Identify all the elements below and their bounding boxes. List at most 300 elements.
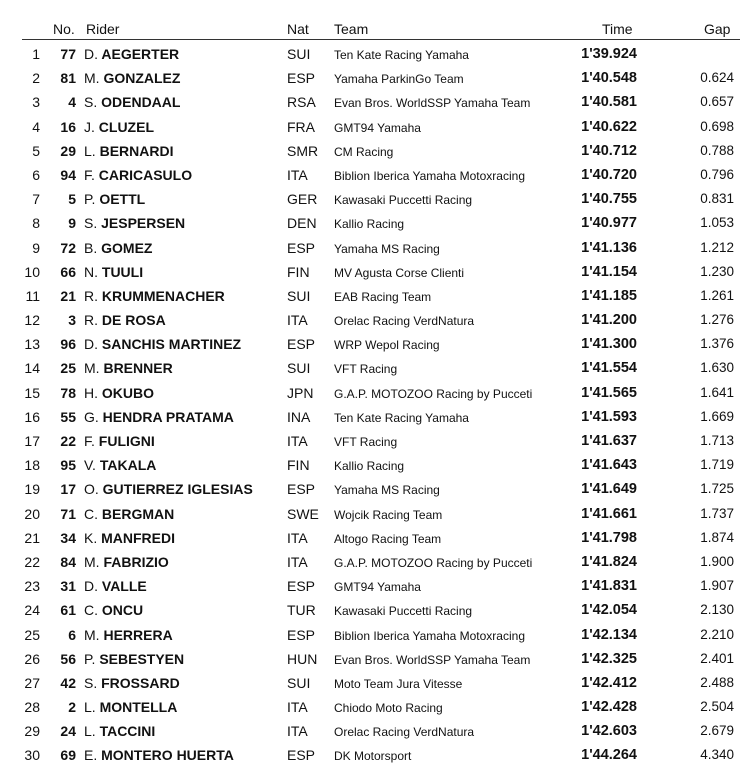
table-row <box>0 164 745 188</box>
nationality-cell: ESP <box>287 239 316 256</box>
rider-number-cell: 31 <box>60 578 76 595</box>
gap-cell: 1.053 <box>700 215 734 231</box>
position-cell: 10 <box>24 263 40 280</box>
rider-initial: V. <box>84 457 96 474</box>
rider-number-cell: 56 <box>60 650 76 667</box>
nationality-cell: SUI <box>287 287 311 304</box>
rider-name-cell <box>84 651 184 667</box>
table-row <box>0 91 745 115</box>
gap-cell: 4.340 <box>700 747 734 763</box>
nationality-cell: ESP <box>287 578 316 595</box>
rider-initial: S. <box>84 215 98 232</box>
rider-initial: C. <box>84 602 98 619</box>
rider-number-cell: 95 <box>60 457 76 474</box>
team-cell: WRP Wepol Racing <box>334 338 440 353</box>
gap-cell: 1.376 <box>700 336 734 352</box>
rider-surname: MANFREDI <box>101 529 176 546</box>
rider-surname: CLUZEL <box>98 118 154 135</box>
rider-surname: HERRERA <box>103 626 173 643</box>
rider-surname: DE ROSA <box>101 312 166 329</box>
rider-surname: VALLE <box>101 578 147 595</box>
team-cell: Altogo Racing Team <box>334 531 442 546</box>
rider-number-cell: 25 <box>60 360 76 377</box>
rider-number-cell: 22 <box>60 433 76 449</box>
position-cell: 12 <box>24 312 40 329</box>
team-cell: DK Motorsport <box>334 749 412 764</box>
lap-time-cell: 1'42.134 <box>581 626 637 643</box>
gap-cell: 1.874 <box>700 529 734 545</box>
rider-number-cell: 94 <box>60 166 76 183</box>
rider-initial: E. <box>84 747 98 764</box>
rider-name-cell <box>84 506 174 522</box>
rider-number-cell: 71 <box>60 505 76 522</box>
team-cell: Kawasaki Puccetti Racing <box>334 193 473 208</box>
team-cell: VFT Racing <box>334 362 398 377</box>
rider-surname: MONTELLA <box>99 699 178 716</box>
team-cell: Ten Kate Racing Yamaha <box>334 410 469 425</box>
gap-cell: 2.210 <box>700 626 734 642</box>
table-row <box>0 237 745 261</box>
rider-surname: TAKALA <box>99 457 157 474</box>
team-cell: Orelac Racing VerdNatura <box>334 725 475 740</box>
rider-surname: BERGMAN <box>101 505 175 522</box>
lap-time-cell: 1'41.643 <box>581 457 637 474</box>
rider-initial: B. <box>84 239 98 256</box>
gap-cell: 2.401 <box>700 650 734 666</box>
rider-surname: BERNARDI <box>99 142 174 159</box>
rider-surname: MONTERO HUERTA <box>101 747 234 764</box>
nationality-cell: RSA <box>287 94 316 111</box>
nationality-cell: ESP <box>287 747 316 764</box>
nationality-cell: ESP <box>287 336 316 353</box>
lap-time-cell: 1'42.603 <box>581 723 637 740</box>
header-divider <box>22 39 740 40</box>
rider-surname: OKUBO <box>101 384 155 401</box>
results-table <box>0 43 745 769</box>
table-row <box>0 696 745 720</box>
position-cell: 22 <box>24 553 40 570</box>
gap-cell: 0.624 <box>700 70 734 86</box>
nationality-cell: SUI <box>287 46 311 62</box>
rider-number-cell: 61 <box>60 602 76 619</box>
rider-initial: M. <box>84 360 100 377</box>
table-row <box>0 430 745 454</box>
rider-initial: D. <box>84 578 98 595</box>
lap-time-cell: 1'39.924 <box>581 46 637 62</box>
rider-name-cell <box>84 191 145 207</box>
rider-name-cell <box>84 578 147 594</box>
gap-cell: 1.212 <box>700 239 734 255</box>
team-cell: Biblion Iberica Yamaha Motoxracing <box>334 628 525 643</box>
position-cell: 8 <box>32 215 40 232</box>
position-cell: 6 <box>32 166 40 183</box>
gap-cell: 1.261 <box>700 287 734 303</box>
gap-cell: 0.831 <box>700 191 734 207</box>
table-row <box>0 357 745 381</box>
rider-number-cell: 24 <box>60 723 76 740</box>
rider-number-cell: 34 <box>60 529 76 546</box>
table-row <box>0 527 745 551</box>
team-cell: Chiodo Moto Racing <box>334 701 443 716</box>
rider-name-cell <box>84 336 241 352</box>
position-cell: 19 <box>24 481 40 498</box>
nationality-cell: INA <box>287 408 311 425</box>
position-cell: 16 <box>24 408 40 425</box>
nationality-cell: ESP <box>287 70 316 87</box>
rider-surname: JESPERSEN <box>101 215 186 232</box>
rider-initial: M. <box>84 626 100 643</box>
team-cell: MV Agusta Corse Clienti <box>334 265 465 280</box>
rider-surname: KRUMMENACHER <box>101 287 225 304</box>
table-row <box>0 599 745 623</box>
lap-time-cell: 1'40.548 <box>581 70 637 87</box>
lap-time-cell: 1'42.054 <box>581 602 637 619</box>
gap-cell: 1.230 <box>700 263 734 279</box>
table-row <box>0 43 745 67</box>
position-cell: 26 <box>24 650 40 667</box>
rider-surname: OETTL <box>99 191 146 208</box>
position-cell: 27 <box>24 674 40 691</box>
rider-name-cell <box>84 627 173 643</box>
rider-surname: ODENDAAL <box>101 94 181 111</box>
nationality-cell: SUI <box>287 360 311 377</box>
table-header <box>0 0 745 40</box>
lap-time-cell: 1'44.264 <box>581 747 637 764</box>
rider-initial: F. <box>84 433 95 449</box>
table-row <box>0 67 745 91</box>
team-cell: Kallio Racing <box>334 459 405 474</box>
gap-cell: 1.713 <box>700 433 734 448</box>
table-row <box>0 261 745 285</box>
rider-surname: FABRIZIO <box>103 553 169 570</box>
position-cell: 18 <box>24 457 40 474</box>
team-cell: Kawasaki Puccetti Racing <box>334 604 473 619</box>
team-cell: Kallio Racing <box>334 217 405 232</box>
nationality-cell: SUI <box>287 674 311 691</box>
rider-name-cell <box>84 747 234 763</box>
position-cell: 13 <box>24 336 40 353</box>
rider-initial: N. <box>84 263 98 280</box>
rider-surname: TUULI <box>101 263 144 280</box>
rider-name-cell <box>84 240 152 256</box>
position-cell: 23 <box>24 578 40 595</box>
rider-name-cell <box>84 675 180 691</box>
lap-time-cell: 1'42.325 <box>581 650 637 667</box>
rider-name-cell <box>84 723 155 739</box>
rider-name-cell <box>84 46 179 62</box>
team-cell: G.A.P. MOTOZOO Racing by Pucceti <box>334 555 533 570</box>
rider-name-cell <box>84 699 177 715</box>
position-cell: 15 <box>24 384 40 401</box>
rider-number-cell: 21 <box>60 287 76 304</box>
gap-cell: 1.725 <box>700 481 734 497</box>
team-cell: Biblion Iberica Yamaha Motoxracing <box>334 168 525 183</box>
rider-initial: L. <box>84 142 96 159</box>
gap-cell: 1.737 <box>700 505 734 521</box>
team-cell: Yamaha MS Racing <box>334 483 440 498</box>
nationality-cell: SWE <box>287 505 319 522</box>
table-row <box>0 744 745 768</box>
nationality-cell: DEN <box>287 215 317 232</box>
position-cell: 30 <box>24 747 40 764</box>
gap-cell: 1.641 <box>700 384 734 400</box>
gap-cell: 2.488 <box>700 674 734 690</box>
gap-cell: 0.788 <box>700 142 734 158</box>
header-no: No. <box>53 21 75 37</box>
nationality-cell: ESP <box>287 481 316 498</box>
table-row <box>0 382 745 406</box>
rider-initial: F. <box>84 166 95 183</box>
table-row <box>0 720 745 744</box>
lap-time-cell: 1'41.824 <box>581 553 637 570</box>
team-cell: VFT Racing <box>334 435 398 449</box>
table-row <box>0 188 745 212</box>
rider-initial: S. <box>84 94 98 111</box>
rider-initial: D. <box>84 336 98 353</box>
rider-name-cell <box>84 264 143 280</box>
rider-name-cell <box>84 312 166 328</box>
position-cell: 21 <box>24 529 40 546</box>
rider-surname: HENDRA PRATAMA <box>102 408 234 425</box>
rider-surname: AEGERTER <box>101 46 180 62</box>
table-row <box>0 575 745 599</box>
table-row <box>0 648 745 672</box>
position-cell: 2 <box>32 70 40 87</box>
table-row <box>0 212 745 236</box>
rider-initial: G. <box>84 408 99 425</box>
position-cell: 4 <box>32 118 40 135</box>
lap-time-cell: 1'41.661 <box>581 505 637 522</box>
lap-time-cell: 1'40.712 <box>581 142 637 159</box>
rider-number-cell: 5 <box>68 191 76 208</box>
nationality-cell: SMR <box>287 142 319 159</box>
rider-initial: L. <box>84 723 96 740</box>
rider-initial: J. <box>84 118 95 135</box>
position-cell: 9 <box>32 239 40 256</box>
rider-initial: M. <box>84 553 100 570</box>
rider-number-cell: 81 <box>60 70 76 87</box>
rider-initial: P. <box>84 191 96 208</box>
rider-name-cell <box>84 360 173 376</box>
table-row <box>0 503 745 527</box>
team-cell: Orelac Racing VerdNatura <box>334 314 475 329</box>
gap-cell: 1.276 <box>700 312 734 328</box>
rider-name-cell <box>84 288 225 304</box>
gap-cell: 1.907 <box>700 578 734 594</box>
team-cell: G.A.P. MOTOZOO Racing by Pucceti <box>334 386 533 401</box>
rider-surname: SANCHIS MARTINEZ <box>101 336 242 353</box>
position-cell: 11 <box>25 287 40 304</box>
table-row <box>0 406 745 430</box>
nationality-cell: HUN <box>287 650 318 667</box>
rider-number-cell: 42 <box>60 674 76 691</box>
rider-initial: L. <box>84 699 96 716</box>
lap-time-cell: 1'41.136 <box>581 239 637 256</box>
rider-name-cell <box>84 409 234 425</box>
position-cell: 17 <box>24 433 40 449</box>
lap-time-cell: 1'41.637 <box>581 433 637 449</box>
team-cell: GMT94 Yamaha <box>334 120 421 135</box>
nationality-cell: JPN <box>287 384 314 401</box>
rider-initial: K. <box>84 529 98 546</box>
nationality-cell: ITA <box>287 723 308 740</box>
lap-time-cell: 1'41.300 <box>581 336 637 353</box>
rider-name-cell <box>84 554 169 570</box>
rider-initial: H. <box>84 384 98 401</box>
team-cell: Wojcik Racing Team <box>334 507 443 522</box>
nationality-cell: GER <box>287 191 318 208</box>
rider-name-cell <box>84 385 154 401</box>
rider-initial: R. <box>84 312 98 329</box>
gap-cell: 2.679 <box>700 723 734 739</box>
rider-initial: D. <box>84 46 98 62</box>
rider-surname: GONZALEZ <box>103 70 181 87</box>
lap-time-cell: 1'40.622 <box>581 118 637 135</box>
rider-number-cell: 96 <box>60 336 76 353</box>
gap-cell: 2.130 <box>700 602 734 618</box>
nationality-cell: ITA <box>287 529 308 546</box>
rider-initial: P. <box>84 650 96 667</box>
lap-time-cell: 1'41.565 <box>581 384 637 401</box>
nationality-cell: FIN <box>287 457 310 474</box>
lap-time-cell: 1'41.593 <box>581 408 637 425</box>
nationality-cell: ESP <box>287 626 316 643</box>
position-cell: 7 <box>32 191 40 208</box>
rider-name-cell <box>84 530 175 546</box>
lap-time-cell: 1'40.977 <box>581 215 637 232</box>
rider-number-cell: 55 <box>60 408 76 425</box>
gap-cell: 0.698 <box>700 118 734 134</box>
table-row <box>0 672 745 696</box>
header-gap: Gap <box>704 21 731 37</box>
rider-name-cell <box>84 167 192 183</box>
rider-name-cell <box>84 70 180 86</box>
table-row <box>0 454 745 478</box>
team-cell: EAB Racing Team <box>334 289 432 304</box>
rider-name-cell <box>84 143 173 159</box>
rider-surname: CARICASULO <box>98 166 193 183</box>
table-row <box>0 309 745 333</box>
gap-cell: 1.900 <box>700 553 734 569</box>
position-cell: 3 <box>32 94 40 111</box>
position-cell: 14 <box>24 360 40 377</box>
rider-name-cell <box>84 602 143 618</box>
header-time: Time <box>602 21 633 37</box>
table-row <box>0 333 745 357</box>
rider-name-cell <box>84 215 185 231</box>
rider-initial: S. <box>84 674 98 691</box>
rider-number-cell: 69 <box>60 747 76 764</box>
rider-number-cell: 9 <box>68 215 76 232</box>
position-cell: 28 <box>24 699 40 716</box>
rider-number-cell: 66 <box>60 263 76 280</box>
header-nat: Nat <box>287 21 309 37</box>
rider-initial: C. <box>84 505 98 522</box>
gap-cell: 2.504 <box>700 699 734 715</box>
rider-surname: TACCINI <box>99 723 156 740</box>
gap-cell: 0.657 <box>700 94 734 110</box>
rider-name-cell <box>84 94 180 110</box>
position-cell: 20 <box>24 505 40 522</box>
lap-time-cell: 1'40.581 <box>581 94 637 111</box>
nationality-cell: ITA <box>287 166 308 183</box>
team-cell: Ten Kate Racing Yamaha <box>334 48 469 62</box>
team-cell: CM Racing <box>334 144 394 159</box>
position-cell: 5 <box>32 142 40 159</box>
lap-time-cell: 1'41.831 <box>581 578 637 595</box>
position-cell: 1 <box>32 46 40 62</box>
rider-surname: SEBESTYEN <box>99 650 185 667</box>
team-cell: GMT94 Yamaha <box>334 580 421 595</box>
rider-number-cell: 29 <box>60 142 76 159</box>
rider-number-cell: 17 <box>60 481 76 498</box>
nationality-cell: ITA <box>287 699 308 716</box>
rider-name-cell <box>84 119 154 135</box>
nationality-cell: FIN <box>287 263 310 280</box>
rider-surname: BRENNER <box>103 360 173 377</box>
table-row <box>0 140 745 164</box>
nationality-cell: FRA <box>287 118 315 135</box>
lap-time-cell: 1'41.185 <box>581 287 637 304</box>
gap-cell: 1.669 <box>700 408 734 424</box>
rider-number-cell: 6 <box>68 626 76 643</box>
rider-number-cell: 78 <box>60 384 76 401</box>
lap-time-cell: 1'41.200 <box>581 312 637 329</box>
table-row <box>0 116 745 140</box>
rider-number-cell: 77 <box>60 46 76 62</box>
nationality-cell: ITA <box>287 433 308 449</box>
rider-number-cell: 72 <box>60 239 76 256</box>
position-cell: 25 <box>24 626 40 643</box>
rider-name-cell <box>84 457 156 473</box>
rider-surname: GUTIERREZ IGLESIAS <box>102 481 253 498</box>
team-cell: Yamaha MS Racing <box>334 241 440 256</box>
team-cell: Evan Bros. WorldSSP Yamaha Team <box>334 652 531 667</box>
nationality-cell: ITA <box>287 553 308 570</box>
team-cell: Evan Bros. WorldSSP Yamaha Team <box>334 96 531 111</box>
team-cell: Moto Team Jura Vitesse <box>334 676 463 691</box>
table-row <box>0 551 745 575</box>
lap-time-cell: 1'42.412 <box>581 674 637 691</box>
header-rider: Rider <box>86 21 120 37</box>
gap-cell: 0.796 <box>700 166 734 182</box>
rider-initial: M. <box>84 70 100 87</box>
table-row <box>0 285 745 309</box>
gap-cell: 1.630 <box>700 360 734 376</box>
rider-surname: ONCU <box>101 602 144 619</box>
rider-number-cell: 4 <box>68 94 76 111</box>
position-cell: 29 <box>24 723 40 740</box>
team-cell: Yamaha ParkinGo Team <box>334 72 464 87</box>
rider-surname: GOMEZ <box>101 239 153 256</box>
rider-number-cell: 3 <box>68 312 76 329</box>
rider-number-cell: 16 <box>60 118 76 135</box>
rider-name-cell <box>84 481 253 497</box>
rider-surname: FROSSARD <box>101 674 180 691</box>
nationality-cell: ITA <box>287 312 308 329</box>
lap-time-cell: 1'41.798 <box>581 529 637 546</box>
table-row <box>0 478 745 502</box>
lap-time-cell: 1'41.649 <box>581 481 637 498</box>
rider-initial: R. <box>84 287 98 304</box>
lap-time-cell: 1'41.554 <box>581 360 637 377</box>
position-cell: 24 <box>24 602 40 619</box>
table-row <box>0 624 745 648</box>
lap-time-cell: 1'41.154 <box>581 263 637 280</box>
gap-cell: 1.719 <box>700 457 734 473</box>
lap-time-cell: 1'40.720 <box>581 166 637 183</box>
rider-name-cell <box>84 433 155 449</box>
